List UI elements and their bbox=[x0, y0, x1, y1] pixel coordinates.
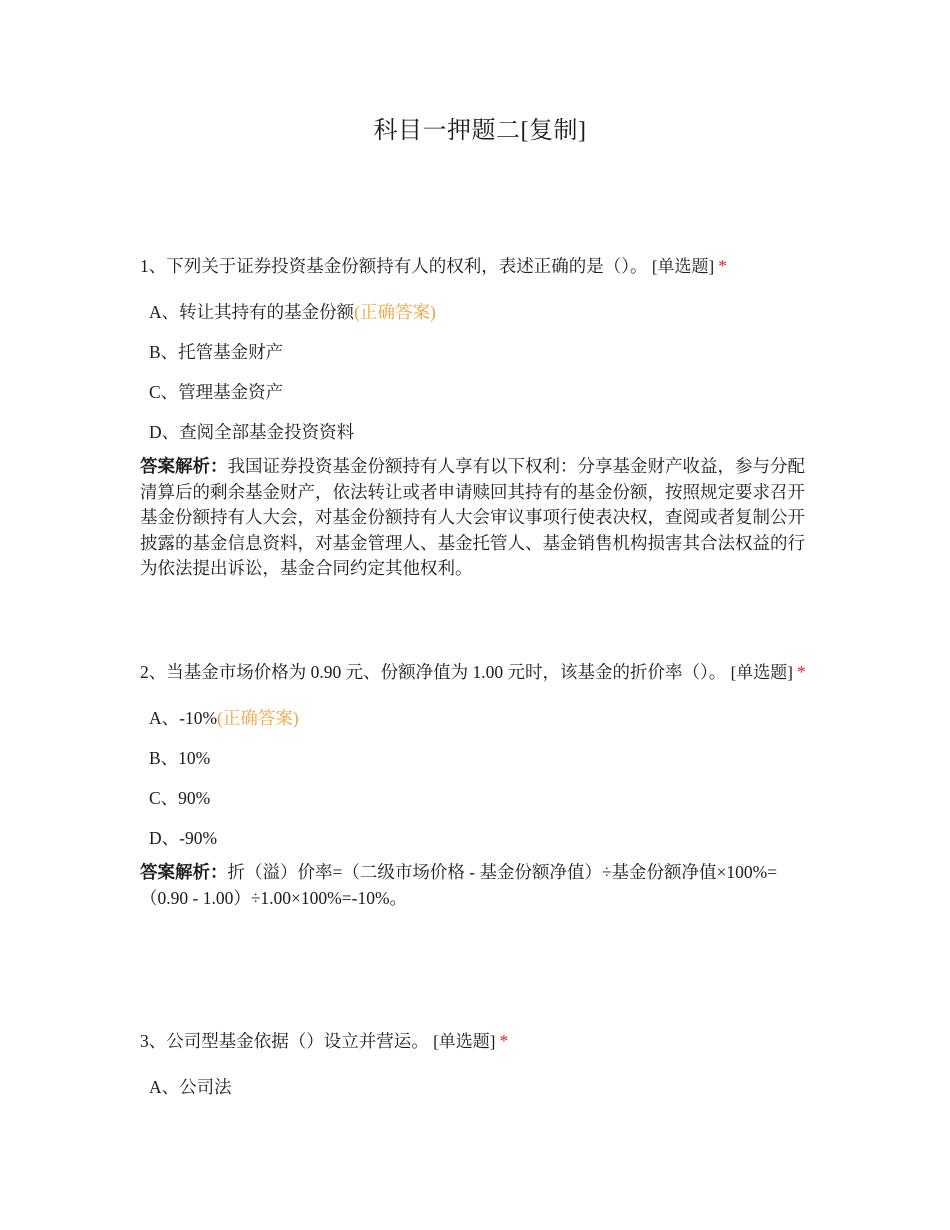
question-type: [单选题] bbox=[651, 257, 715, 276]
question-type: [单选题] bbox=[730, 663, 793, 682]
option-a bbox=[149, 292, 810, 332]
option-list bbox=[140, 1067, 810, 1107]
required-mark: * bbox=[796, 662, 806, 682]
page-title: 科目一押题二[复制] bbox=[373, 118, 587, 144]
question-text: 1、下列关于证券投资基金份额持有人的权利，表述正确的是（）。 bbox=[140, 256, 648, 276]
analysis-text: 我国证券投资基金份额持有人享有以下权利：分享基金财产收益，参与分配清算后的剩余基金财产，依法转让或者申请赎回其持有的基金份额，按照规定要求召开基金份额持有人大会，对基金份额持有人大会审议事项行使表决权，查阅或者复制公开披露的基金信息资料，对基金管理人、基金托管人、基金销售机构损害其合法权益的行为依法提出诉讼，基金合同约定其他权利。 bbox=[140, 456, 805, 578]
option-text: B、10% bbox=[149, 748, 211, 768]
option-b bbox=[149, 738, 810, 778]
question-stem bbox=[140, 247, 810, 286]
option-text: A、-10% bbox=[149, 708, 218, 728]
option-text: C、管理基金资产 bbox=[149, 382, 284, 402]
question-type: [单选题] bbox=[433, 1032, 496, 1051]
answer-analysis bbox=[140, 860, 810, 911]
question-3 bbox=[140, 1022, 810, 1107]
option-d bbox=[149, 818, 810, 858]
question-text: 2、当基金市场价格为 0.90 元、份额净值为 1.00 元时，该基金的折价率（）。 bbox=[140, 662, 727, 682]
option-a bbox=[149, 698, 810, 738]
option-list bbox=[140, 698, 810, 858]
option-c bbox=[149, 778, 810, 818]
option-text: A、公司法 bbox=[149, 1077, 232, 1097]
option-list bbox=[140, 292, 810, 452]
option-a bbox=[149, 1067, 810, 1107]
question-1 bbox=[140, 247, 810, 582]
option-c bbox=[149, 372, 810, 412]
option-text: C、90% bbox=[149, 788, 211, 808]
option-text: B、托管基金财产 bbox=[149, 342, 284, 362]
required-mark: * bbox=[499, 1031, 509, 1051]
correct-answer-tag: (正确答案) bbox=[354, 302, 436, 322]
question-stem bbox=[140, 1022, 810, 1061]
option-text: A、转让其持有的基金份额 bbox=[149, 302, 355, 322]
answer-analysis bbox=[140, 454, 810, 582]
analysis-label: 答案解析： bbox=[140, 456, 228, 476]
analysis-label: 答案解析： bbox=[140, 862, 228, 882]
required-mark: * bbox=[718, 256, 727, 276]
option-b bbox=[149, 332, 810, 372]
option-text: D、查阅全部基金投资资料 bbox=[149, 422, 355, 442]
correct-answer-tag: (正确答案) bbox=[217, 708, 299, 728]
option-text: D、-90% bbox=[149, 828, 218, 848]
question-text: 3、公司型基金依据（）设立并营运。 bbox=[140, 1031, 429, 1051]
analysis-text: 折（溢）价率=（二级市场价格 - 基金份额净值）÷基金份额净值×100%=（0.90 - 1.00）÷1.00×100%=-10%。 bbox=[140, 862, 778, 908]
question-stem bbox=[140, 653, 810, 692]
option-d bbox=[149, 412, 810, 452]
question-2 bbox=[140, 653, 810, 911]
